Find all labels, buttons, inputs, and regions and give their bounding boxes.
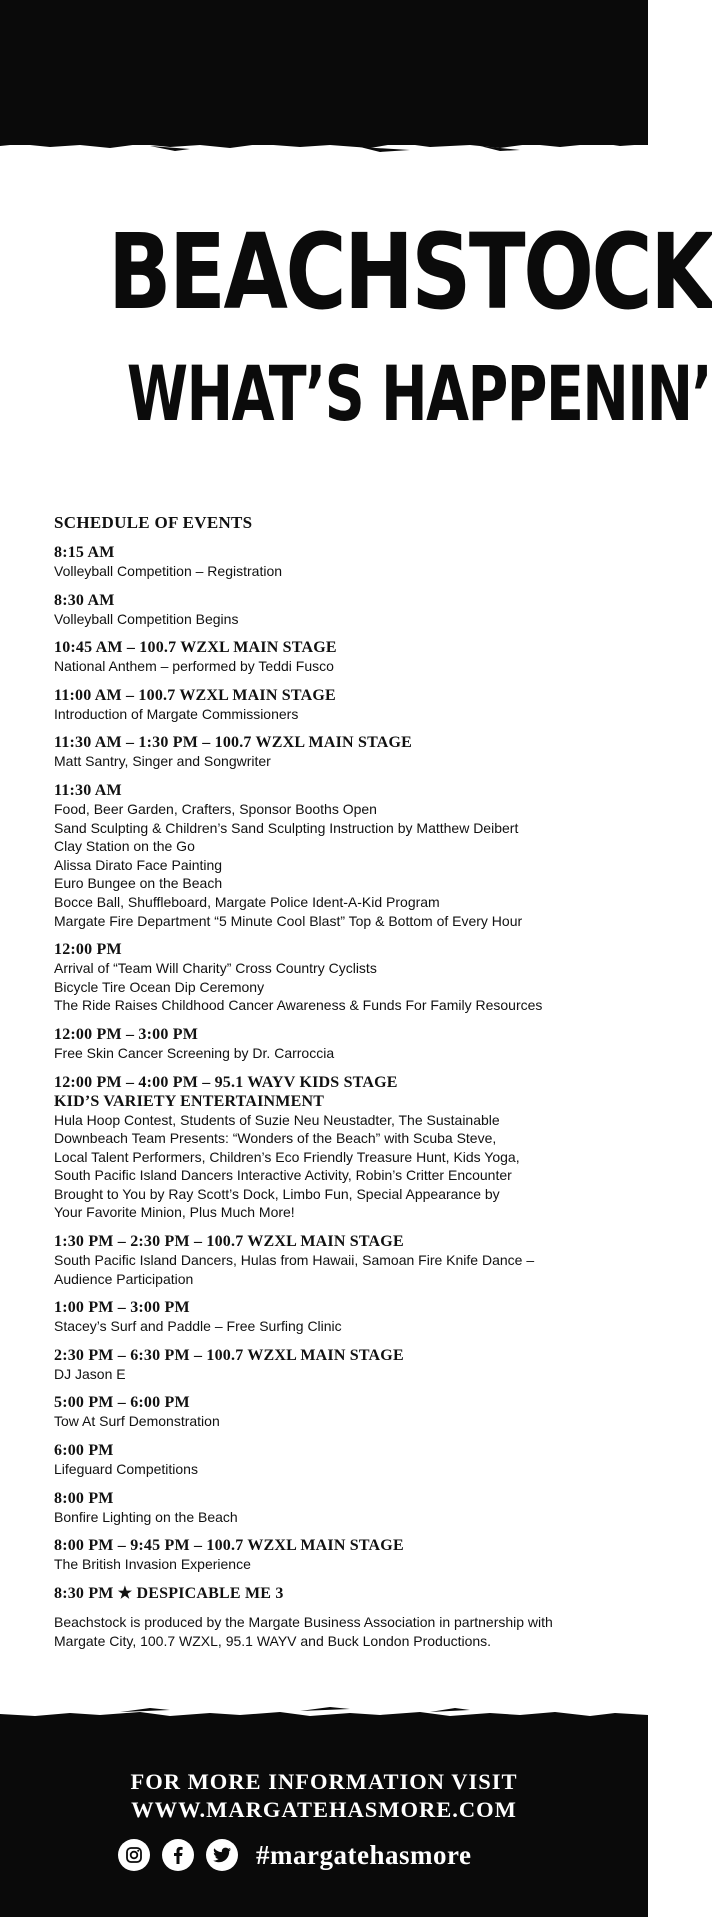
event-description: Volleyball Competition – Registration [54,563,283,579]
event-description: Arrival of “Team Will Charity” Cross Country Cyclists [54,960,377,977]
event-time: 8:30 PM ★ DESPICABLE ME 3 [54,1584,284,1602]
production-note [54,1613,614,1651]
event-item [54,543,614,581]
event-description: Margate Fire Department “5 Minute Cool Blast” Top & Bottom of Every Hour [54,912,523,929]
event-description: Your Favorite Minion, Plus Much More! [54,1204,295,1221]
production-note-line: Beachstock is produced by the Margate Business Association in partnership with [54,1613,553,1630]
social-row [118,1837,471,1873]
event-item [54,1489,614,1527]
production-note-line: Margate City, 100.7 WZXL, 95.1 WAYV and Buck London Productions. [54,1632,492,1649]
event-description: Downbeach Team Presents: “Wonders of the Beach” with Scuba Steve, [54,1130,497,1147]
event-description: DJ Jason E [54,1365,126,1382]
event-time: 12:00 PM [54,941,122,959]
instagram-icon[interactable] [118,1839,150,1871]
top-rough-edge [0,138,648,156]
event-time: 1:30 PM – 2:30 PM – 100.7 WZXL MAIN STAGE [54,1233,404,1251]
event-item [54,1025,614,1063]
event-time: 11:00 AM – 100.7 WZXL MAIN STAGE [54,686,336,704]
event-item [54,1584,614,1603]
event-item [54,1073,614,1223]
event-item [54,1298,614,1336]
event-description: Volleyball Competition Begins [54,610,239,627]
event-description: Bocce Ball, Shuffleboard, Margate Police Ident-A-Kid Program [54,893,440,910]
event-time: 8:30 AM [54,591,115,609]
event-time: 11:30 AM [54,781,122,799]
event-time: 2:30 PM – 6:30 PM – 100.7 WZXL MAIN STAGE [54,1346,404,1364]
event-description: The British Invasion Experience [54,1556,251,1573]
event-time: 5:00 PM – 6:00 PM [54,1394,190,1412]
info-line: FOR MORE INFORMATION VISIT [130,1769,518,1794]
event-description: Bicycle Tire Ocean Dip Ceremony [54,978,265,995]
event-description: Sand Sculpting & Children’s Sand Sculpting Instruction by Matthew Deibert [54,819,519,836]
event-time: 12:00 PM – 4:00 PM – 95.1 WAYV KIDS STAGE [54,1073,398,1091]
event-item [54,940,614,1015]
event-item [54,1232,614,1288]
event-description: Hula Hoop Contest, Students of Suzie Neu Neustadter, The Sustainable [54,1111,500,1128]
event-description: South Pacific Island Dancers Interactive Activity, Robin’s Critter Encounter [54,1167,512,1184]
event-description: Bonfire Lighting on the Beach [54,1508,238,1525]
event-description: Food, Beer Garden, Crafters, Sponsor Booths Open [54,800,377,817]
event-description: Clay Station on the Go [54,838,195,855]
event-item [54,686,614,724]
event-description: National Anthem – performed by Teddi Fusco [54,658,334,675]
event-item [54,781,614,930]
event-description: Matt Santry, Singer and Songwriter [54,753,271,770]
title-beachstock: BEACHSTOCK [108,211,712,333]
schedule-heading: SCHEDULE OF EVENTS [54,513,253,532]
info-block [0,1768,648,1824]
event-item [54,733,614,771]
event-subtitle: KID’S VARIETY ENTERTAINMENT [54,1092,325,1110]
event-item [54,1393,614,1431]
event-time: 12:00 PM – 3:00 PM [54,1025,199,1043]
event-description: South Pacific Island Dancers, Hulas from Hawaii, Samoan Fire Knife Dance – [54,1252,535,1269]
event-description: Tow At Surf Demonstration [54,1413,220,1430]
event-description: Alissa Dirato Face Painting [54,856,223,873]
event-description: Free Skin Cancer Screening by Dr. Carroccia [54,1044,335,1061]
event-item [54,1346,614,1384]
event-list [54,543,614,1603]
event-time: 8:15 AM [54,544,115,561]
event-time: 8:00 PM – 9:45 PM – 100.7 WZXL MAIN STAGE [54,1537,404,1555]
event-description: Stacey’s Surf and Paddle – Free Surfing Clinic [54,1318,342,1335]
event-item [54,1441,614,1479]
event-item [54,638,614,676]
event-time: 8:00 PM [54,1489,114,1507]
event-description: Lifeguard Competitions [54,1461,198,1478]
event-description: Euro Bungee on the Beach [54,875,223,892]
event-item [54,591,614,629]
event-description: The Ride Raises Childhood Cancer Awareness & Funds For Family Resources [54,997,543,1014]
facebook-icon[interactable] [162,1839,194,1871]
top-black-band [0,0,648,145]
hashtag[interactable]: #margatehasmore [256,1839,472,1870]
event-description: Brought to You by Ray Scott’s Dock, Limbo Fun, Special Appearance by [54,1185,500,1202]
website-link[interactable]: WWW.MARGATEHASMORE.COM [131,1797,517,1822]
event-description: Introduction of Margate Commissioners [54,705,299,722]
event-time: 11:30 AM – 1:30 PM – 100.7 WZXL MAIN STAGE [54,734,413,752]
event-time: 6:00 PM [54,1442,114,1460]
event-description: Local Talent Performers, Children’s Eco Friendly Treasure Hunt, Kids Yoga, [54,1148,520,1165]
twitter-icon[interactable] [206,1839,238,1871]
event-time: 10:45 AM – 100.7 WZXL MAIN STAGE [54,639,337,657]
event-item [54,1536,614,1574]
event-description: Audience Participation [54,1270,194,1287]
schedule-section [54,512,614,1651]
event-time: 1:00 PM – 3:00 PM [54,1299,190,1317]
title-whats-happenin: WHAT’S HAPPENIN’ [126,349,712,438]
